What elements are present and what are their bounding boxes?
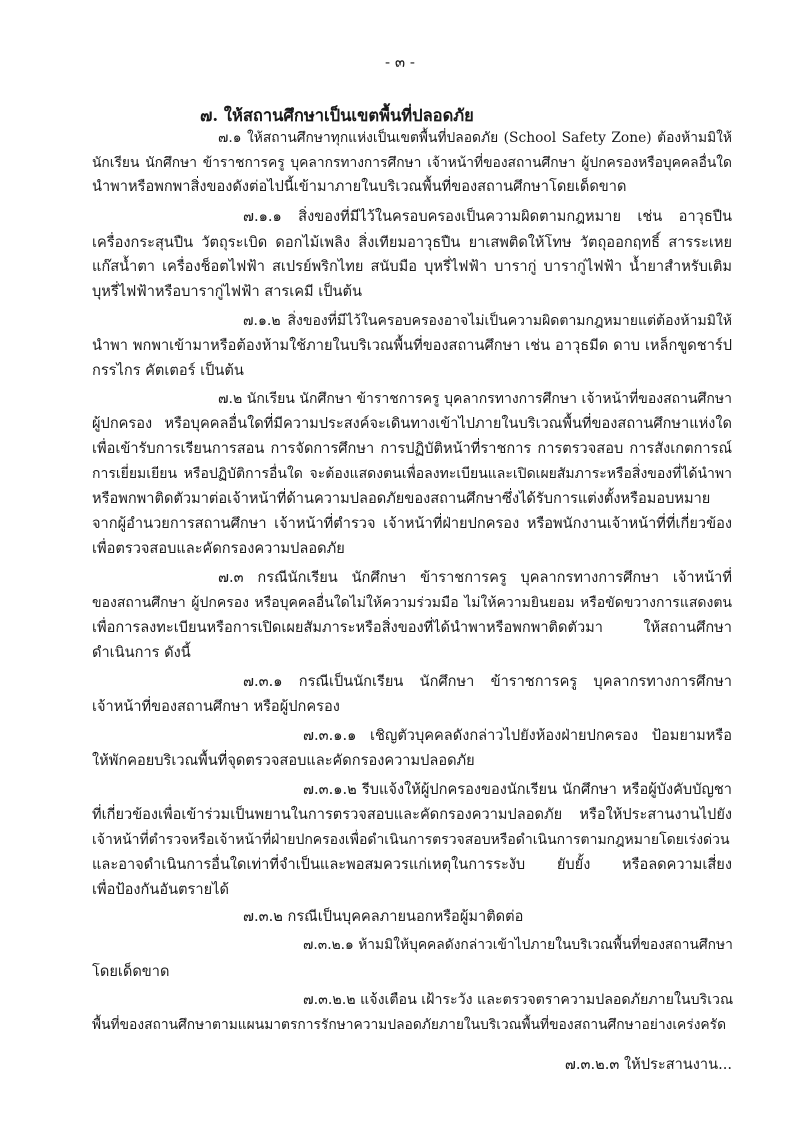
paragraph-line: กรรไกร คัตเตอร์ เป็นต้น	[92, 362, 244, 379]
paragraph-line: ที่เกี่ยวข้องเพื่อเข้าร่วมเป็นพยานในการตรวจสอบและคัดกรองความปลอดภัย หรือให้ประสานงานไปยัง	[92, 806, 732, 823]
paragraph-line: เจ้าหน้าที่ตำรวจหรือเจ้าหน้าที่ฝ่ายปกครองเพื่อดำเนินการตรวจสอบหรือดำเนินการตามกฎหมายโดยเร่งด่วน	[92, 832, 730, 848]
paragraph-line: เพื่อตรวจสอบและคัดกรองความปลอดภัย	[92, 540, 345, 557]
paragraph-line: นำพา พกพาเข้ามาหรือต้องห้ามใช้ภายในบริเวณพื้นที่ของสถานศึกษา เช่น อาวุธมีด ดาบ เหล็กขูดชาร์ป	[92, 337, 732, 354]
section-heading: ๗. ให้สถานศึกษาเป็นเขตพื้นที่ปลอดภัย	[200, 106, 474, 125]
paragraph-line: นักเรียน นักศึกษา ข้าราชการครู บุคลากรทางการศึกษา เจ้าหน้าที่ของสถานศึกษา ผู้ปกครองหรือบุคคลอื่นใด	[92, 155, 732, 171]
paragraph-line: นำพาหรือพกพาสิ่งของดังต่อไปนี้เข้ามาภายในบริเวณพื้นที่ของสถานศึกษาโดยเด็ดขาด	[92, 178, 627, 195]
paragraph-line: ๗.๑.๑ สิ่งของที่มีไว้ในครอบครองเป็นความผิดตามกฎหมาย เช่น อาวุธปืน	[243, 208, 732, 225]
paragraph-line: จากผู้อำนวยการสถานศึกษา เจ้าหน้าที่ตำรวจ เจ้าหน้าที่ฝ่ายปกครอง หรือพนักงานเจ้าหน้าที่ที่เกี่ยวข้อง	[92, 515, 732, 532]
paragraph-line: ของสถานศึกษา ผู้ปกครอง หรือบุคคลอื่นใดไม่ให้ความร่วมมือ ไม่ให้ความยินยอม หรือขัดขวางการแสดงตน	[92, 595, 732, 611]
page-number: - ๓ -	[385, 53, 415, 71]
paragraph-line: ผู้ปกครอง หรือบุคคลอื่นใดที่มีความประสงค์จะเดินทางเข้าไปภายในบริเวณพื้นที่ของสถานศึกษาแห่งใด	[92, 415, 732, 432]
paragraph-line: เจ้าหน้าที่ของสถานศึกษา หรือผู้ปกครอง	[92, 698, 340, 715]
paragraph-line: เครื่องกระสุนปืน วัตถุระเบิด ดอกไม้เพลิง สิ่งเทียมอาวุธปืน ยาเสพติดให้โทษ วัตถุออกฤทธิ์ สารระเหย	[92, 234, 732, 251]
paragraph-line: โดยเด็ดขาด	[92, 963, 170, 980]
paragraph-line: ๗.๓.๒.๒ แจ้งเตือน เฝ้าระวัง และตรวจตราความปลอดภัยภายในบริเวณ	[303, 992, 734, 1008]
paragraph-line: ๗.๑ ให้สถานศึกษาทุกแห่งเป็นเขตพื้นที่ปลอดภัย (School Safety Zone) ต้องห้ามมิให้	[218, 130, 732, 146]
paragraph-line: ๗.๓.๒ กรณีเป็นบุคคลภายนอกหรือผู้มาติดต่อ	[243, 908, 524, 925]
paragraph-line: ดำเนินการ ดังนี้	[92, 644, 191, 661]
paragraph-line: พื้นที่ของสถานศึกษาตามแผนมาตรการรักษาความปลอดภัยภายในบริเวณพื้นที่ของสถานศึกษาอย่างเคร่งครัด	[92, 1017, 727, 1033]
paragraph-line: ๗.๓.๒.๑ ห้ามมิให้บุคคลดังกล่าวเข้าไปภายในบริเวณพื้นที่ของสถานศึกษา	[303, 937, 733, 953]
paragraph-line: เพื่อเข้ารับการเรียนการสอน การจัดการศึกษา การปฏิบัติหน้าที่ราชการ การตรวจสอบ การสังเกตการณ์	[92, 440, 732, 457]
paragraph-line: ๗.๓.๑ กรณีเป็นนักเรียน นักศึกษา ข้าราชการครู บุคลากรทางการศึกษา	[243, 673, 732, 690]
continuation-line: ๗.๓.๒.๓ ให้ประสานงาน...	[564, 1056, 732, 1073]
paragraph-line: ๗.๓.๑.๒ รีบแจ้งให้ผู้ปกครองของนักเรียน นักศึกษา หรือผู้บังคับบัญชา	[303, 781, 732, 798]
paragraph-line: บุหรี่ไฟฟ้าหรือบารากู่ไฟฟ้า สารเคมี เป็นต้น	[92, 283, 362, 300]
paragraph-line: เพื่อป้องกันอันตรายได้	[92, 881, 229, 898]
paragraph-line: แก๊สน้ำตา เครื่องช็อตไฟฟ้า สเปรย์พริกไทย สนับมือ บุหรี่ไฟฟ้า บารากู่ บารากู่ไฟฟ้า น้ำยาสำหรับเติม	[92, 258, 732, 275]
paragraph-line: ๗.๑.๒ สิ่งของที่มีไว้ในครอบครองอาจไม่เป็นความผิดตามกฎหมายแต่ต้องห้ามมิให้	[243, 313, 732, 329]
paragraph-line: ๗.๒ นักเรียน นักศึกษา ข้าราชการครู บุคลากรทางการศึกษา เจ้าหน้าที่ของสถานศึกษา	[218, 391, 732, 407]
paragraph-line: การเยี่ยมเยียน หรือปฏิบัติการอื่นใด จะต้องแสดงตนเพื่อลงทะเบียนและเปิดเผยสัมภาระหรือสิ่งของที่ได้นำพา	[92, 466, 732, 482]
paragraph-line: ๗.๓ กรณีนักเรียน นักศึกษา ข้าราชการครู บุคลากรทางการศึกษา เจ้าหน้าที่	[218, 569, 732, 586]
paragraph-line: เพื่อการลงทะเบียนหรือการเปิดเผยสัมภาระหรือสิ่งของที่ได้นำพาหรือพกพาติดตัวมา ให้สถานศึกษา	[92, 619, 732, 636]
paragraph-line: หรือพกพาติดตัวมาต่อเจ้าหน้าที่ด้านความปลอดภัยของสถานศึกษาซึ่งได้รับการแต่งตั้งหรือมอบหมาย	[92, 490, 711, 507]
paragraph-line: ให้พักคอยบริเวณพื้นที่จุดตรวจสอบและคัดกรองความปลอดภัย	[92, 752, 475, 769]
paragraph-line: ๗.๓.๑.๑ เชิญตัวบุคคลดังกล่าวไปยังห้องฝ่ายปกครอง ป้อมยามหรือ	[303, 727, 732, 744]
paragraph-line: และอาจดำเนินการอื่นใดเท่าที่จำเป็นและพอสมควรแก่เหตุในการระงับ ยับยั้ง หรือลดความเสี่ยง	[92, 856, 732, 873]
